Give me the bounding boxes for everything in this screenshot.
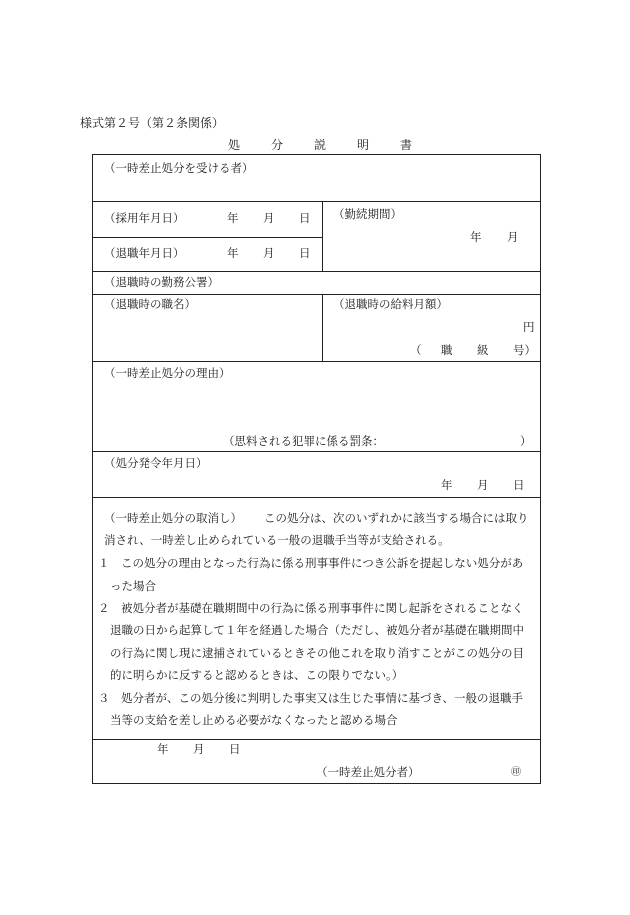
document-title: 処分説明書	[228, 138, 444, 152]
seal-mark: ㊞	[511, 767, 521, 778]
row-divider	[93, 201, 540, 202]
item2-line3: の行為に関し現に逮捕されているときその他これを取り消すことがこの処分の目	[110, 646, 524, 660]
yen-unit: 円	[523, 320, 535, 334]
item2-line4: 的に明らかに反すると認めるときは、この限りでない。）	[110, 668, 404, 682]
row-divider	[93, 497, 540, 498]
issue-date-label: （処分発令年月日）	[104, 456, 208, 470]
issue-month-unit: 月	[477, 478, 489, 492]
grade-open-paren: （	[410, 343, 422, 357]
item1-number: １	[98, 556, 110, 570]
column-divider	[322, 294, 323, 361]
grade-shoku: 職	[441, 343, 453, 357]
charge-label: （思料される犯罪に係る罰条：	[223, 434, 384, 448]
salary-label: （退職時の給料月額）	[333, 297, 448, 311]
hire-date-label: （採用年月日）	[104, 211, 185, 225]
sign-year-unit: 年	[157, 742, 169, 756]
item2-line2: 退職の日から起算して１年を経過した場合（ただし、被処分者が基礎在職期間中	[110, 623, 524, 637]
item2-number: ２	[98, 601, 110, 615]
row-divider	[93, 237, 322, 238]
row-divider	[93, 271, 540, 272]
cancel-intro-line1: この処分は、次のいずれかに該当する場合には取り	[264, 511, 529, 525]
service-period-label: （勤続期間）	[333, 207, 402, 221]
grade-go: 号）	[513, 343, 536, 357]
issue-day-unit: 日	[513, 478, 525, 492]
cancel-intro-line2: 消され、一時差し止められている一般の退職手当等が支給される。	[104, 533, 450, 547]
item3-line1: 処分者が、この処分後に判明した事実又は生じた事情に基づき、一般の退職手	[121, 691, 524, 705]
service-year-unit: 年	[470, 230, 482, 244]
form-number-label: 様式第２号（第２条関係）	[80, 116, 225, 130]
sign-day-unit: 日	[229, 742, 241, 756]
charge-close-paren: ）	[520, 434, 532, 448]
retire-month-unit: 月	[263, 246, 275, 260]
retire-day-unit: 日	[299, 246, 311, 260]
reason-label: （一時差止処分の理由）	[104, 366, 231, 380]
row-divider	[93, 294, 540, 295]
cancel-label: （一時差止処分の取消し）	[104, 511, 242, 525]
hire-month-unit: 月	[263, 211, 275, 225]
hire-day-unit: 日	[299, 211, 311, 225]
position-label: （退職時の職名）	[104, 297, 196, 311]
issue-year-unit: 年	[441, 478, 453, 492]
column-divider	[322, 201, 323, 271]
office-label: （退職時の勤務公署）	[104, 275, 219, 289]
row-divider	[93, 361, 540, 362]
sign-month-unit: 月	[193, 742, 205, 756]
grade-kyu: 級	[477, 343, 489, 357]
recipient-label: （一時差止処分を受ける者）	[104, 161, 254, 175]
item3-number: ３	[98, 691, 110, 705]
item1-line2: った場合	[110, 579, 156, 593]
retire-date-label: （退職年月日）	[104, 246, 185, 260]
service-month-unit: 月	[507, 230, 519, 244]
row-divider	[93, 739, 540, 740]
item2-line1: 被処分者が基礎在職期間中の行為に係る刑事事件に関し起訴をされることなく	[121, 601, 524, 615]
retire-year-unit: 年	[227, 246, 239, 260]
issuer-label: （一時差止処分者）	[316, 765, 420, 779]
item1-line1: この処分の理由となった行為に係る刑事事件につき公訴を提起しない処分があ	[121, 556, 524, 570]
row-divider	[93, 451, 540, 452]
item3-line2: 当等の支給を差し止める必要がなくなったと認める場合	[110, 713, 398, 727]
hire-year-unit: 年	[227, 211, 239, 225]
